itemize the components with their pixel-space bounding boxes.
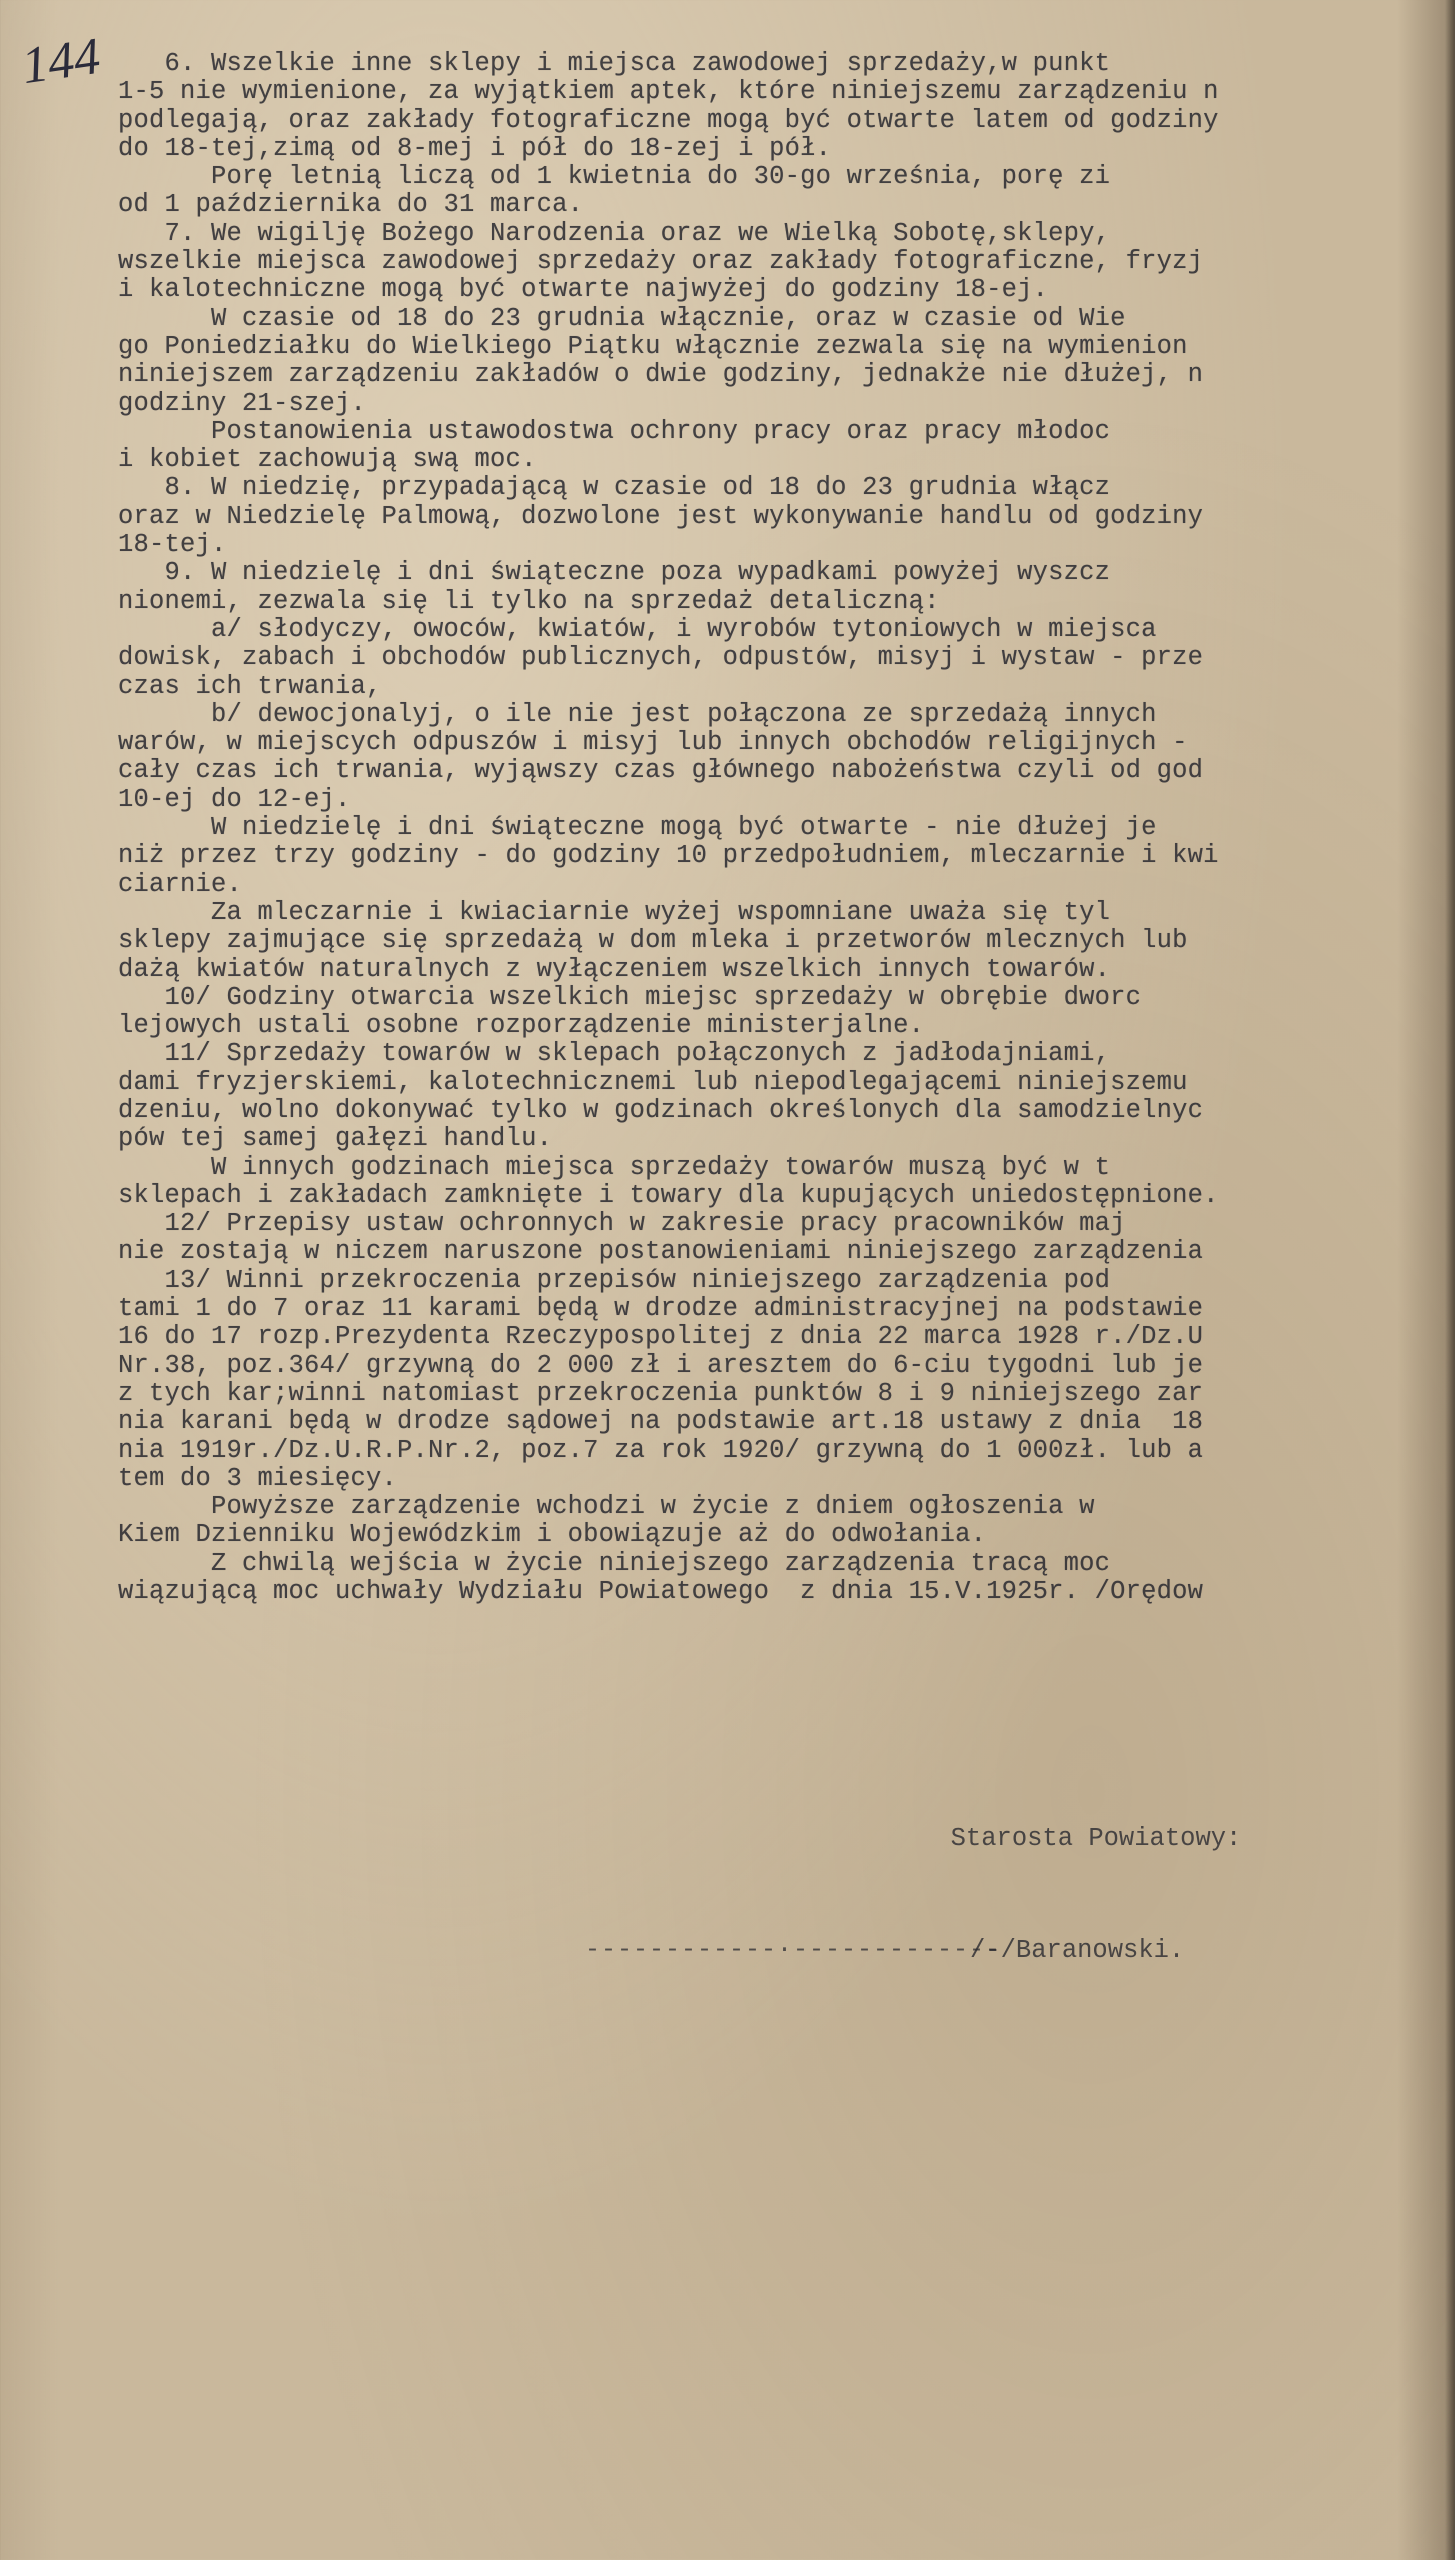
text-line: dzeniu, wolno dokonywać tylko w godzinach określonych dla samodzielnyc [118,1095,1204,1125]
text-line: lejowych ustali osobne rozporządzenie ministerjalne. [118,1011,925,1041]
text-line: oraz w Niedzielę Palmową, dozwolone jest wykonywanie handlu od godziny [118,501,1204,531]
text-line: go Poniedziałku do Wielkiego Piątku włącznie zezwala się na wymienion [118,331,1188,361]
text-line: 9. W niedzielę i dni świąteczne poza wypadkami powyżej wyszcz [118,558,1111,588]
text-line: sklepy zajmujące się sprzedażą w dom mleka i przetworów mlecznych lub [118,926,1188,956]
text-line: 7. We wigilję Bożego Narodzenia oraz we Wielką Sobotę,sklepy, [118,218,1111,248]
text-line: pów tej samej gałęzi handlu. [118,1124,553,1154]
text-line: 6. Wszelkie inne sklepy i miejsca zawodowej sprzedaży,w punkt [118,49,1111,78]
signature-name: /-/Baranowski. [970,1936,1185,1965]
text-line: tem do 3 miesięcy. [118,1463,398,1493]
text-line: cały czas ich trwania, wyjąwszy czas głównego nabożeństwa czyli od god [118,756,1204,786]
text-line: i kobiet zachowują swą moc. [118,445,537,475]
signature-block [920,1755,1241,2035]
text-line: 18-tej. [118,530,227,560]
text-line: 11/ Sprzedaży towarów w sklepach połączonych z jadłodajniami, [118,1039,1111,1069]
text-line: Powyższe zarządzenie wchodzi w życie z dniem ogłoszenia w [118,1492,1095,1522]
text-line: Z chwilą wejścia w życie niniejszego zarządzenia tracą moc [118,1548,1111,1578]
text-line: ciarnie. [118,869,243,899]
text-line: Postanowienia ustawodostwa ochrony pracy oraz pracy młodoc [118,416,1111,446]
text-line: W innych godzinach miejsca sprzedaży towarów muszą być w t [118,1152,1111,1182]
text-line: Kiem Dzienniku Wojewódzkim i obowiązuje aż do odwołania. [118,1520,987,1550]
text-line: 12/ Przepisy ustaw ochronnych w zakresie pracy pracowników maj [118,1209,1126,1239]
text-line: 16 do 17 rozp.Prezydenta Rzeczypospolitej z dnia 22 marca 1928 r./Dz.U [118,1322,1204,1352]
text-line: dowisk, zabach i obchodów publicznych, odpustów, misyj i wystaw - prze [118,643,1204,673]
text-line: 10-ej do 12-ej. [118,784,351,814]
text-line: wiązującą moc uchwały Wydziału Powiatowego z dnia 15.V.1925r. /Orędow [118,1577,1204,1607]
text-line: niniejszem zarządzeniu zakładów o dwie godziny, jednakże nie dłużej, n [118,360,1204,390]
text-line: 10/ Godziny otwarcia wszelkich miejsc sprzedaży w obrębie dworc [118,982,1142,1012]
document-body [118,50,1455,1606]
text-line: Porę letnią liczą od 1 kwietnia do 30-go września, porę zi [118,162,1111,192]
text-line: warów, w miejscych odpuszów i misyj lub innych obchodów religijnych - [118,728,1188,758]
closing-divider: ------------·------------- [585,1935,1002,1964]
text-line: 1-5 nie wymienione, za wyjątkiem aptek, które niniejszemu zarządzeniu n [118,77,1219,107]
text-line: i kalotechniczne mogą być otwarte najwyżej do godziny 18-ej. [118,275,1049,305]
text-line: nia 1919r./Dz.U.R.P.Nr.2, poz.7 za rok 1920/ grzywną do 1 000zł. lub a [118,1435,1204,1465]
text-line: 13/ Winni przekroczenia przepisów niniejszego zarządzenia pod [118,1265,1111,1295]
text-line: od 1 października do 31 marca. [118,190,584,220]
text-line: nia karani będą w drodze sądowej na podstawie art.18 ustawy z dnia 18 [118,1407,1204,1437]
text-line: dami fryzjerskiemi, kalotechnicznemi lub niepodlegającemi niniejszemu [118,1067,1188,1097]
text-line: do 18-tej,zimą od 8-mej i pół do 18-zej i pół. [118,133,832,163]
text-line: W czasie od 18 do 23 grudnia włącznie, oraz w czasie od Wie [118,303,1126,333]
text-line: Za mleczarnie i kwiaciarnie wyżej wspomniane uważa się tyl [118,897,1111,927]
text-line: b/ dewocjonalyj, o ile nie jest połączona ze sprzedażą innych [118,699,1157,729]
text-line: sklepach i zakładach zamknięte i towary dla kupujących uniedostępnione. [118,1180,1219,1210]
text-line: niż przez trzy godziny - do godziny 10 przedpołudniem, mleczarnie i kwi [118,841,1219,871]
text-line: W niedzielę i dni świąteczne mogą być otwarte - nie dłużej je [118,813,1157,843]
text-line: nie zostają w niczem naruszone postanowieniami niniejszego zarządzenia [118,1237,1204,1267]
text-line: Nr.38, poz.364/ grzywną do 2 000 zł i aresztem do 6-ciu tygodni lub je [118,1350,1204,1380]
text-line: a/ słodyczy, owoców, kwiatów, i wyrobów tytoniowych w miejsca [118,614,1157,644]
folio-number: 144 [18,27,104,96]
text-line: dażą kwiatów naturalnych z wyłączeniem wszelkich innych towarów. [118,954,1111,984]
text-line: czas ich trwania, [118,671,382,701]
text-line: z tych kar;winni natomiast przekroczenia punktów 8 i 9 niniejszego zar [118,1378,1204,1408]
text-line: podlegają, oraz zakłady fotograficzne mogą być otwarte latem od godziny [118,105,1219,135]
text-line: wszelkie miejsca zawodowej sprzedaży oraz zakłady fotograficzne, fryzj [118,247,1204,277]
text-line: 8. W niedzię, przypadającą w czasie od 18 do 23 grudnia włącz [118,473,1111,503]
signature-title: Starosta Powiatowy: [950,1824,1242,1853]
text-line: nionemi, zezwala się li tylko na sprzedaż detaliczną: [118,586,940,616]
text-line: godziny 21-szej. [118,388,367,418]
text-line: tami 1 do 7 oraz 11 karami będą w drodze administracyjnej na podstawie [118,1294,1204,1324]
page-edge [1445,0,1455,2560]
